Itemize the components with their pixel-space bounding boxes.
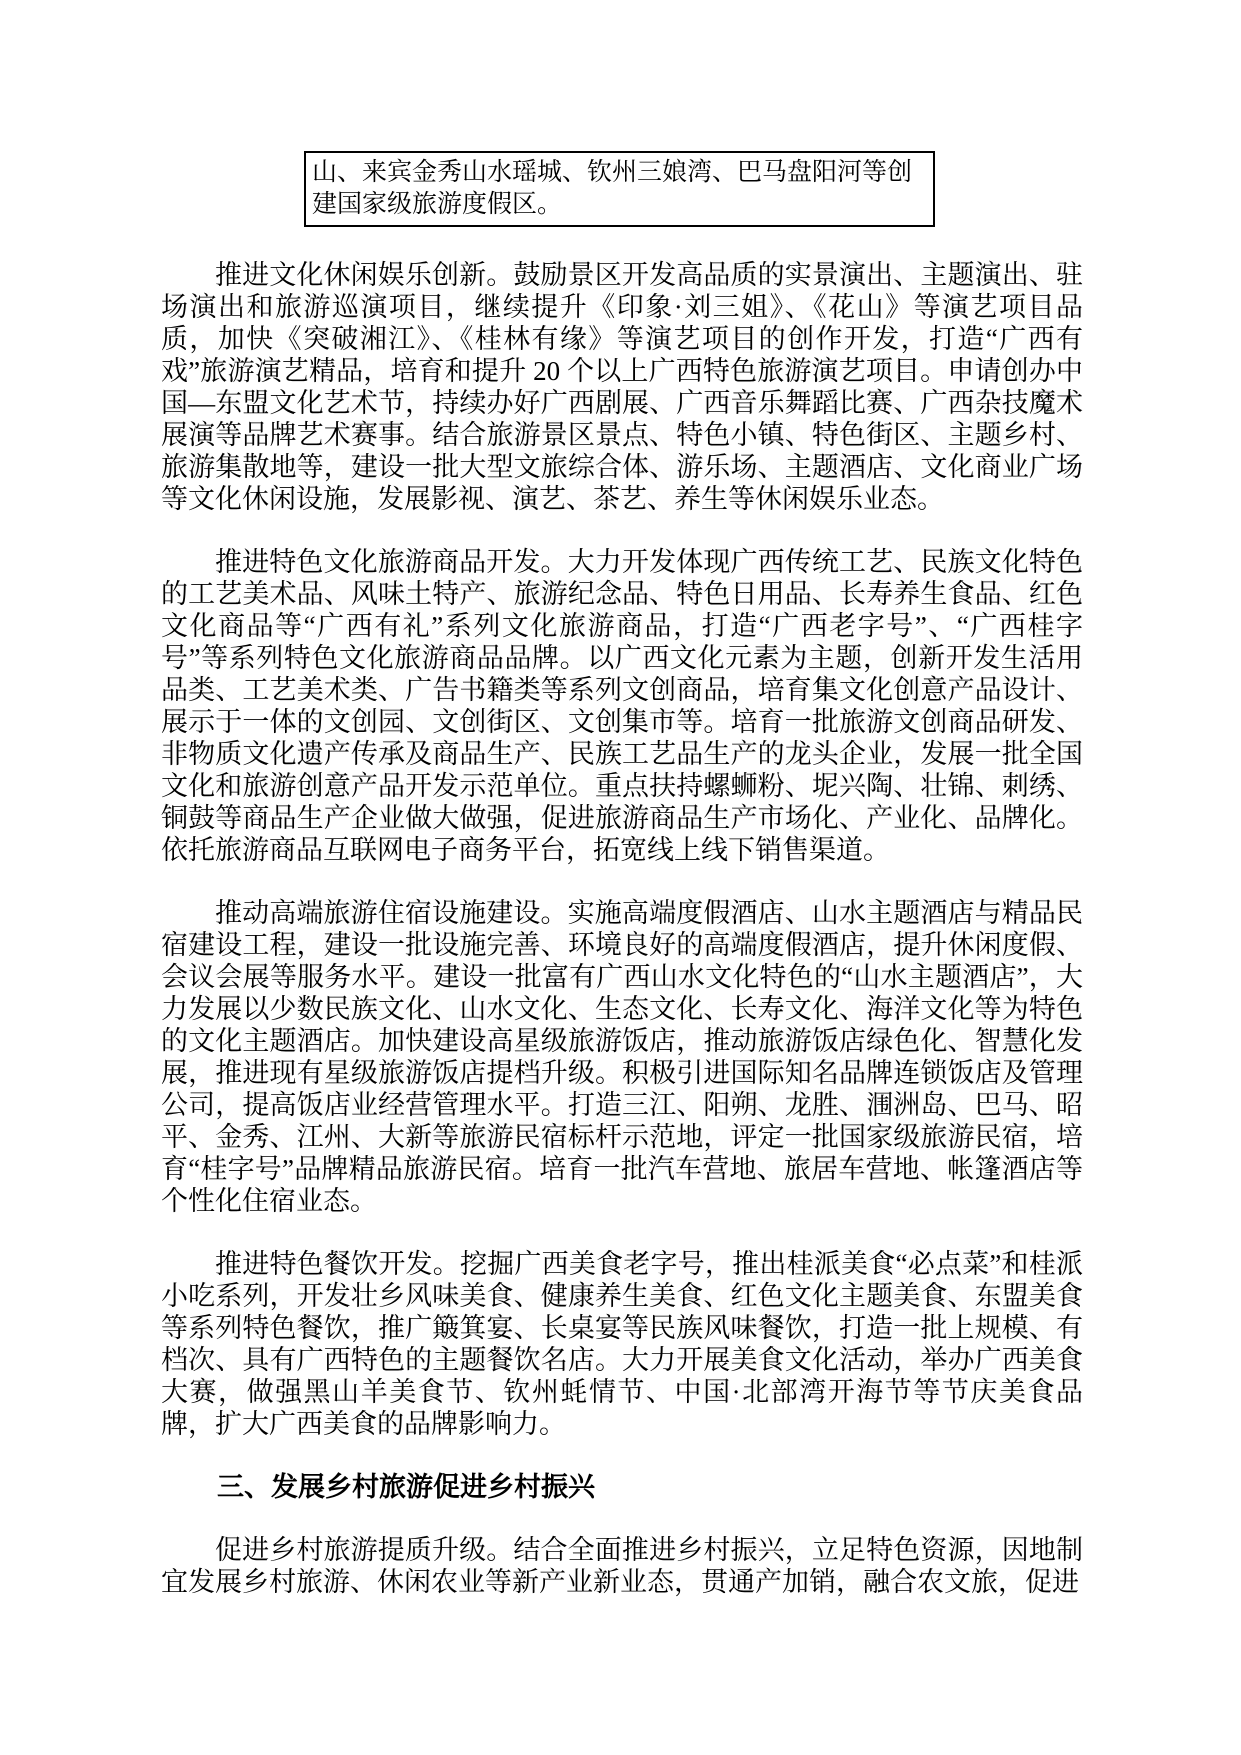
paragraph-special-cuisine: 推进特色餐饮开发。挖掘广西美食老字号，推出桂派美食“必点菜”和桂派小吃系列，开发壮乡风味美食、健康养生美食、红色文化主题美食、东盟美食等系列特色餐饮，推广簸箕宴、长桌宴等民族风味餐饮，打造一批上规模、有档次、具有广西特色的主题餐饮名店。大力开展美食文化活动，举办广西美食大赛，做强黑山羊美食节、钦州蚝情节、中国·北部湾开海节等节庆美食品牌，扩大广西美食的品牌影响力。 [161, 1249, 1083, 1439]
section-heading-rural-tourism: 三、发展乡村旅游促进乡村振兴 [217, 1472, 595, 1502]
document-body [161, 259, 1083, 1598]
paragraph-hotel-accommodation: 推动高端旅游住宿设施建设。实施高端度假酒店、山水主题酒店与精品民宿建设工程，建设一批设施完善、环境良好的高端度假酒店，提升休闲度假、会议会展等服务水平。建设一批富有广西山水文化特色的“山水主题酒店”，大力发展以少数民族文化、山水文化、生态文化、长寿文化、海洋文化等为特色的文化主题酒店。加快建设高星级旅游饭店，推动旅游饭店绿色化、智慧化发展，推进现有星级旅游饭店提档升级。积极引进国际知名品牌连锁饭店及管理公司，提高饭店业经营管理水平。打造三江、阳朔、龙胜、涠洲岛、巴马、昭平、金秀、江州、大新等旅游民宿标杆示范地，评定一批国家级旅游民宿，培育“桂字号”品牌精品旅游民宿。培育一批汽车营地、旅居车营地、帐篷酒店等个性化住宿业态。 [161, 898, 1083, 1216]
paragraph-tourism-products: 推进特色文化旅游商品开发。大力开发体现广西传统工艺、民族文化特色的工艺美术品、风味土特产、旅游纪念品、特色日用品、长寿养生食品、红色文化商品等“广西有礼”系列文化旅游商品，打造“广西老字号”、“广西桂字号”等系列特色文化旅游商品品牌。以广西文化元素为主题，创新开发生活用品类、工艺美术类、广告书籍类等系列文创商品，培育集文化创意产品设计、展示于一体的文创园、文创街区、文创集市等。培育一批旅游文创商品研发、非物质文化遗产传承及商品生产、民族工艺品生产的龙头企业，发展一批全国文化和旅游创意产品开发示范单位。重点扶持螺蛳粉、坭兴陶、壮锦、刺绣、铜鼓等商品生产企业做大做强，促进旅游商品生产市场化、产业化、品牌化。依托旅游商品互联网电子商务平台，拓宽线上线下销售渠道。 [161, 547, 1083, 865]
boxed-text-content: 山、来宾金秀山水瑶城、钦州三娘湾、巴马盘阳河等创建国家级旅游度假区。 [312, 159, 913, 218]
boxed-text [304, 151, 935, 227]
paragraph-rural-tourism: 促进乡村旅游提质升级。结合全面推进乡村振兴，立足特色资源，因地制宜发展乡村旅游、休闲农业等新产业新业态，贯通产加销，融合农文旅，促进 [161, 1535, 1083, 1597]
paragraph-culture-entertainment: 推进文化休闲娱乐创新。鼓励景区开发高品质的实景演出、主题演出、驻场演出和旅游巡演项目，继续提升《印象·刘三姐》、《花山》等演艺项目品质，加快《突破湘江》、《桂林有缘》等演艺项目的创作开发，打造“广西有戏”旅游演艺精品，培育和提升 20 个以上广西特色旅游演艺项目。申请创办中国—东盟文化艺术节，持续办好广西剧展、广西音乐舞蹈比赛、广西杂技魔术展演等品牌艺术赛事。结合旅游景区景点、特色小镇、特色街区、主题乡村、旅游集散地等，建设一批大型文旅综合体、游乐场、主题酒店、文化商业广场等文化休闲设施，发展影视、演艺、茶艺、养生等休闲娱乐业态。 [161, 260, 1083, 514]
